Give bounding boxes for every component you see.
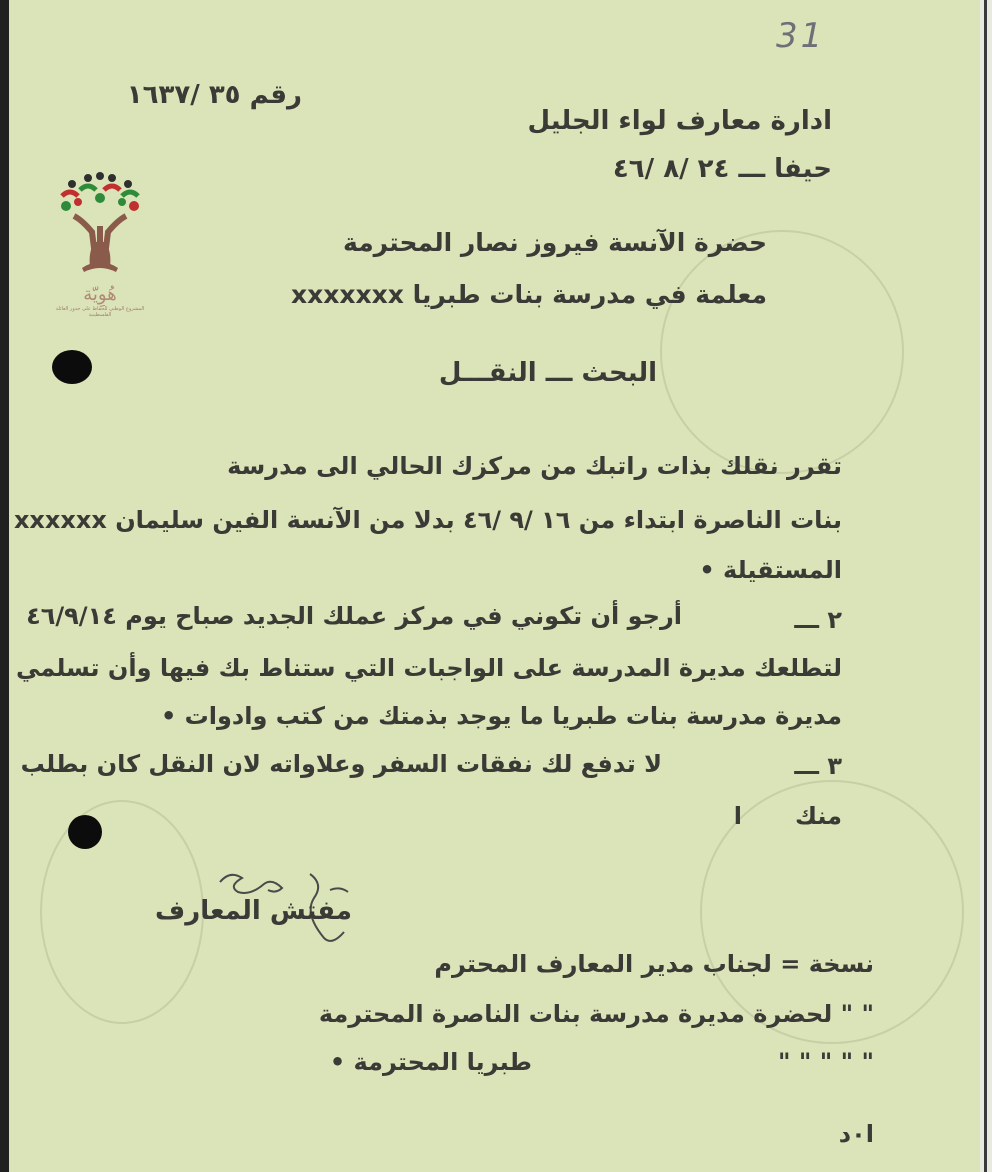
body-p2-line1: أرجو أن تكوني في مركز عملك الجديد صباح يوم ٤٦/٩/١٤ — [26, 602, 682, 630]
scan-left-edge — [0, 0, 9, 1172]
copies-line-3-text: طبريا المحترمة • — [329, 1048, 532, 1076]
logo-wordmark: هُوِيّة — [83, 284, 117, 305]
paragraph-3-number: ٣ ـــ — [794, 752, 842, 780]
punch-hole — [52, 350, 92, 384]
punch-hole — [68, 815, 102, 849]
body-p2-line3: مديرة مدرسة بنات طبريا ما يوجد بذمتك من كتب وادوات • — [160, 702, 842, 730]
place-and-date: حيفا ـــ ٢٤ /٨ /٤٦ — [612, 154, 832, 184]
subject-line: البحث ـــ النقـــل — [438, 358, 657, 388]
body-p1-line2: بنات الناصرة ابتداء من ١٦ /٩ /٤٦ بدلا من الآنسة الفين سليمان xxxxxx — [13, 506, 842, 534]
body-p1-line1: تقرر نقلك بذات راتبك من مركزك الحالي الى مدرسة — [227, 452, 842, 480]
faint-stamp — [660, 230, 904, 474]
copies-line-1: نسخة = لجناب مدير المعارف المحترم — [434, 950, 874, 978]
copies-line-2: " " لحضرة مديرة مدرسة بنات الناصرة المحترمة — [318, 1000, 874, 1028]
page-number: 31 — [776, 16, 826, 56]
footer-initials: ا٠د — [838, 1120, 874, 1148]
recipient-name: حضرة الآنسة فيروز نصار المحترمة — [343, 228, 767, 257]
body-p3-end: ا — [733, 802, 742, 830]
copies-line-3-marks: " " " " " — [778, 1048, 874, 1076]
scan-right-edge — [980, 0, 992, 1172]
logo-tagline: المشروع الوطني للحفاظ على جذور العائلة الفلسطينية — [55, 306, 145, 318]
paragraph-2-number: ٢ ـــ — [794, 606, 842, 634]
body-p3-line2: منك — [794, 802, 842, 830]
recipient-position: معلمة في مدرسة بنات طبريا xxxxxxx — [290, 280, 767, 309]
body-p3-line1: لا تدفع لك نفقات السفر وعلاواته لان النقل كان بطلب — [20, 750, 662, 778]
body-p2-line2: لتطلعك مديرة المدرسة على الواجبات التي ستناط بك فيها وأن تسلمي — [15, 654, 842, 682]
body-p1-line3: المستقيلة • — [699, 556, 842, 584]
reference-number: رقم ٣٥ /١٦٣٧ — [126, 80, 302, 110]
department-name: ادارة معارف لواء الجليل — [527, 106, 832, 136]
signature-title: مفتش المعارف — [155, 896, 352, 926]
